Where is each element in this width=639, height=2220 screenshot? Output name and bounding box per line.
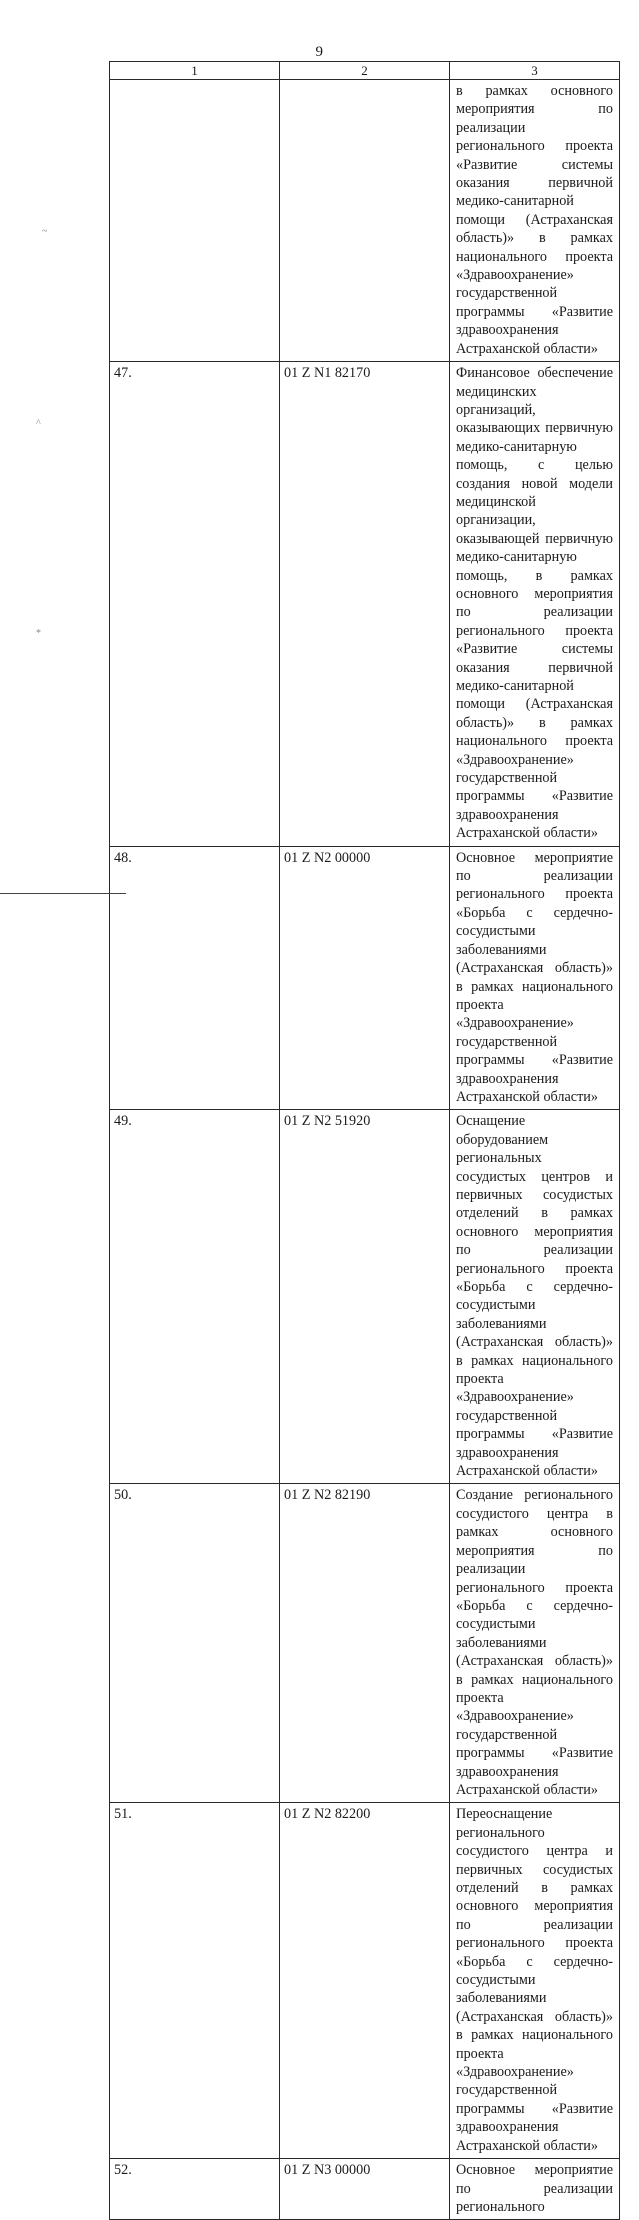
table-row [110,1484,620,1803]
row-number: 48. [110,846,280,1110]
table-row [110,1110,620,1484]
row-code [280,80,450,362]
row-description: Создание регионального сосудистого центра в рамках основного мероприятия по реализации регионального проекта «Борьба с сердечно-сосудистыми заболеваниями (Астраханская область)» в рамках национального проекта «Здравоохранение» государственной программы «Развитие здравоохранения Астраханской области» [450,1484,620,1803]
row-code: 01 Z N2 82190 [280,1484,450,1803]
footer-divider [0,893,126,894]
page-number: 9 [315,44,324,60]
table-row [110,2159,620,2220]
header-col-3: 3 [450,62,620,80]
row-description: в рамках основного мероприятия по реализации регионального проекта «Развитие системы оказания первичной медико-санитарной помощи (Астраханская область)» в рамках национального проекта «Здравоохранение» государственной программы «Развитие здравоохранения Астраханской области» [450,80,620,362]
row-description: Основное мероприятие по реализации регионального [450,2159,620,2220]
budget-classification-table [109,61,620,2220]
table-row [110,846,620,1110]
row-description: Финансовое обеспечение медицинских организаций, оказывающих первичную медико-санитарную помощь, с целью создания новой модели медицинской организации, оказывающей первичную медико-санитарную помощь, в рамках основного мероприятия по реализации регионального проекта «Развитие системы оказания первичной медико-санитарной помощи (Астраханская область)» в рамках национального проекта «Здравоохранение» государственной программы «Развитие здравоохранения Астраханской области» [450,362,620,847]
row-description: Основное мероприятие по реализации регионального проекта «Борьба с сердечно-сосудистыми заболеваниями (Астраханская область)» в рамках национального проекта «Здравоохранение» государственной программы «Развитие здравоохранения Астраханской области» [450,846,620,1110]
scan-artifact: ^ [36,418,41,429]
row-code: 01 Z N1 82170 [280,362,450,847]
table-row [110,362,620,847]
row-number [110,80,280,362]
scan-artifact: * [36,628,41,639]
row-number: 52. [110,2159,280,2220]
row-number: 49. [110,1110,280,1484]
table-row [110,80,620,362]
header-col-1: 1 [110,62,280,80]
row-code: 01 Z N2 82200 [280,1803,450,2159]
row-code: 01 Z N2 00000 [280,846,450,1110]
row-number: 50. [110,1484,280,1803]
table-row [110,1803,620,2159]
table-header-row [110,62,620,80]
header-col-2: 2 [280,62,450,80]
row-number: 47. [110,362,280,847]
scan-artifact: ~ [42,226,48,237]
row-code: 01 Z N2 51920 [280,1110,450,1484]
row-description: Переоснащение регионального сосудистого центра и первичных сосудистых отделений в рамках основного мероприятия по реализации регионального проекта «Борьба с сердечно-сосудистыми заболеваниями (Астраханская область)» в рамках национального проекта «Здравоохранение» государственной программы «Развитие здравоохранения Астраханской области» [450,1803,620,2159]
row-number: 51. [110,1803,280,2159]
row-code: 01 Z N3 00000 [280,2159,450,2220]
row-description: Оснащение оборудованием региональных сосудистых центров и первичных сосудистых отделений в рамках основного мероприятия по реализации регионального проекта «Борьба с сердечно-сосудистыми заболеваниями (Астраханская область)» в рамках национального проекта «Здравоохранение» государственной программы «Развитие здравоохранения Астраханской области» [450,1110,620,1484]
